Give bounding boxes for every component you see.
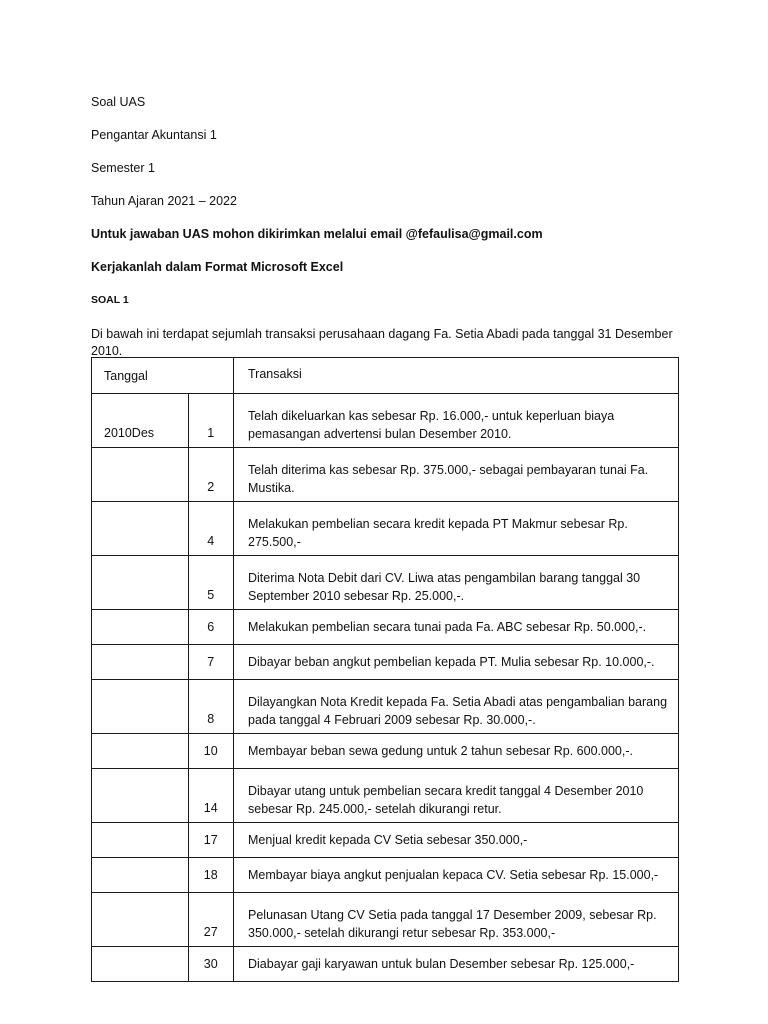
day-cell: 1 (188, 394, 234, 448)
transaction-cell: Menjual kredit kepada CV Setia sebesar 350.000,- (234, 823, 679, 858)
format-note: Kerjakanlah dalam Format Microsoft Excel (91, 260, 344, 274)
transaction-cell: Dibayar utang untuk pembelian secara kredit tanggal 4 Desember 2010 sebesar Rp. 245.000,- setelah dikurangi retur. (234, 769, 679, 823)
day-cell: 27 (188, 893, 234, 947)
day-cell: 2 (188, 448, 234, 502)
table-row (92, 947, 679, 982)
table-row (92, 858, 679, 893)
table-row (92, 645, 679, 680)
month-cell: 2010Des (92, 394, 189, 448)
section-label: SOAL 1 (91, 294, 129, 306)
day-cell: 17 (188, 823, 234, 858)
header-date: Tanggal (92, 358, 189, 394)
header-day-blank (188, 358, 234, 394)
academic-year: Tahun Ajaran 2021 – 2022 (91, 194, 237, 208)
header-transaction: Transaksi (234, 358, 679, 394)
day-cell: 4 (188, 502, 234, 556)
transaction-cell: Telah dikeluarkan kas sebesar Rp. 16.000,- untuk keperluan biaya pemasangan advertensi bulan Desember 2010. (234, 394, 679, 448)
day-cell: 18 (188, 858, 234, 893)
transaction-cell: Melakukan pembelian secara kredit kepada PT Makmur sebesar Rp. 275.500,- (234, 502, 679, 556)
day-cell: 7 (188, 645, 234, 680)
table-row (92, 502, 679, 556)
day-cell: 6 (188, 610, 234, 645)
transaction-cell: Telah diterima kas sebesar Rp. 375.000,- sebagai pembayaran tunai Fa. Mustika. (234, 448, 679, 502)
transaction-table (91, 357, 679, 982)
table-row (92, 610, 679, 645)
email-note: Untuk jawaban UAS mohon dikirimkan melalui email @fefaulisa@gmail.com (91, 227, 543, 241)
table-row (92, 680, 679, 734)
day-cell: 8 (188, 680, 234, 734)
course-name: Pengantar Akuntansi 1 (91, 128, 217, 142)
transaction-cell: Pelunasan Utang CV Setia pada tanggal 17 Desember 2009, sebesar Rp. 350.000,- setelah dikurangi retur sebesar Rp. 353.000,- (234, 893, 679, 947)
transaction-cell: Melakukan pembelian secara tunai pada Fa. ABC sebesar Rp. 50.000,-. (234, 610, 679, 645)
document-body (91, 92, 681, 360)
table-row (92, 448, 679, 502)
transaction-cell: Dilayangkan Nota Kredit kepada Fa. Setia Abadi atas pengambalian barang pada tanggal 4 Februari 2009 sebesar Rp. 30.000,-. (234, 680, 679, 734)
table-row (92, 394, 679, 448)
transaction-cell: Membayar biaya angkut penjualan kepaca CV. Setia sebesar Rp. 15.000,- (234, 858, 679, 893)
day-cell: 5 (188, 556, 234, 610)
table-row (92, 769, 679, 823)
day-cell: 30 (188, 947, 234, 982)
doc-title: Soal UAS (91, 95, 146, 109)
transaction-cell: Membayar beban sewa gedung untuk 2 tahun sebesar Rp. 600.000,-. (234, 734, 679, 769)
semester: Semester 1 (91, 161, 155, 175)
day-cell: 10 (188, 734, 234, 769)
transaction-cell: Diabayar gaji karyawan untuk bulan Desember sebesar Rp. 125.000,- (234, 947, 679, 982)
table-row (92, 734, 679, 769)
transaction-cell: Dibayar beban angkut pembelian kepada PT. Mulia sebesar Rp. 10.000,-. (234, 645, 679, 680)
table-header-row (92, 358, 679, 394)
section-intro: Di bawah ini terdapat sejumlah transaksi perusahaan dagang Fa. Setia Abadi pada tanggal 31 Desember 2010. (91, 327, 673, 358)
table-row (92, 823, 679, 858)
day-cell: 14 (188, 769, 234, 823)
table-row (92, 893, 679, 947)
table-row (92, 556, 679, 610)
transaction-cell: Diterima Nota Debit dari CV. Liwa atas pengambilan barang tanggal 30 September 2010 sebesar Rp. 25.000,-. (234, 556, 679, 610)
